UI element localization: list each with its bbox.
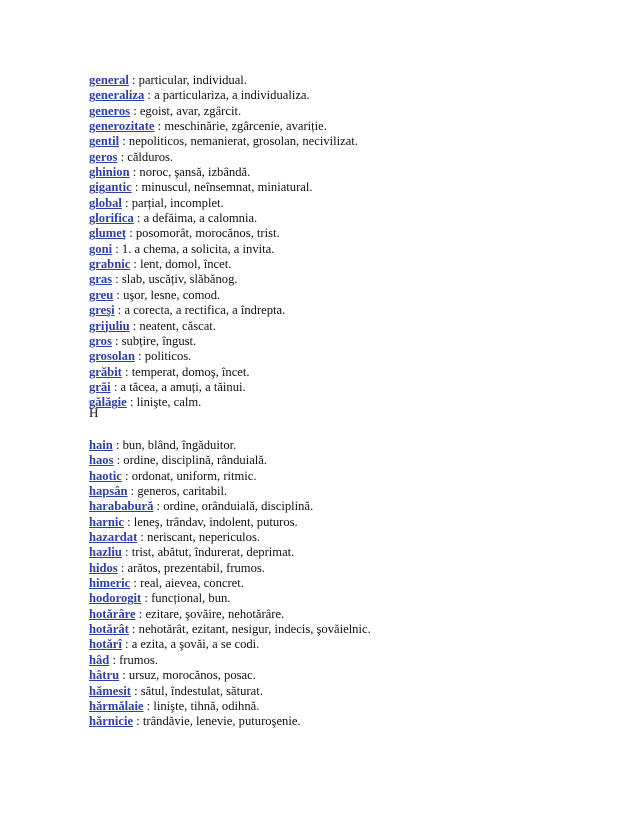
entry-separator: :: [137, 530, 148, 545]
dictionary-entry: [89, 653, 609, 668]
dictionary-entry: [89, 319, 609, 334]
dictionary-entry: [89, 242, 609, 257]
entry-separator: :: [111, 333, 122, 348]
entry-term-link[interactable]: generos: [89, 103, 131, 118]
entry-separator: :: [117, 149, 128, 164]
dictionary-entry: [89, 104, 609, 119]
entry-definition: posomorât, morocănos, trist.: [135, 226, 280, 241]
dictionary-entry: [89, 484, 609, 499]
entry-definition: parțial, incomplet.: [131, 195, 224, 210]
entry-term-link[interactable]: hărnicie: [89, 714, 134, 729]
entry-definition: călduros.: [127, 149, 174, 164]
entry-definition: a ezita, a şovăi, a se codi.: [131, 637, 260, 652]
entry-separator: :: [119, 134, 129, 149]
entry-definition: bun, blând, îngăduitor.: [122, 438, 237, 452]
entry-term-link[interactable]: generozitate: [89, 119, 155, 134]
entry-definition: lent, domol, încet.: [140, 257, 232, 272]
entry-term-link[interactable]: hazardat: [89, 530, 138, 545]
dictionary-entry: [89, 88, 609, 103]
entry-term-link[interactable]: hapsân: [89, 484, 128, 499]
entry-term-link[interactable]: hotărî: [89, 637, 122, 652]
entry-definition: ordonat, uniform, ritmic.: [131, 468, 257, 483]
section-h-entries: [89, 438, 609, 730]
dictionary-entry: [89, 196, 609, 211]
entry-separator: :: [121, 545, 132, 560]
entry-definition: temperat, domoş, încet.: [131, 364, 250, 379]
dictionary-entry: [89, 73, 609, 88]
entry-term-link[interactable]: glorifica: [89, 211, 134, 226]
entry-term-link[interactable]: grăbit: [89, 364, 122, 379]
entry-definition: funcțional, bun.: [151, 591, 231, 606]
entry-separator: :: [113, 287, 124, 302]
dictionary-entry: [89, 211, 609, 226]
entry-definition: leneş, trândav, indolent, puturos.: [133, 514, 298, 529]
entry-term-link[interactable]: global: [89, 195, 122, 210]
dictionary-entry: [89, 380, 609, 395]
entry-definition: nehotărât, ezitant, nesigur, indecis, şovăielnic.: [138, 622, 371, 637]
entry-separator: :: [117, 560, 128, 575]
entry-term-link[interactable]: hotărât: [89, 622, 129, 637]
entry-separator: :: [112, 272, 122, 287]
entry-separator: :: [121, 364, 132, 379]
entry-term-link[interactable]: gros: [89, 333, 112, 348]
entry-definition: particular, individual.: [138, 73, 247, 87]
dictionary-entry: [89, 272, 609, 287]
entry-term-link[interactable]: hâtru: [89, 668, 120, 683]
entry-separator: :: [154, 119, 165, 134]
dictionary-entry: [89, 438, 609, 453]
entry-term-link[interactable]: hodorogit: [89, 591, 142, 606]
entry-definition: 1. a chema, a solicita, a invita.: [121, 241, 275, 256]
entry-separator: :: [119, 668, 129, 683]
entry-definition: real, aievea, concret.: [140, 576, 244, 591]
entry-definition: nepoliticos, nemanierat, grosolan, necivilizat.: [128, 134, 358, 149]
entry-definition: ordine, disciplină, rânduială.: [123, 453, 268, 468]
dictionary-entry: [89, 365, 609, 380]
dictionary-entry: [89, 150, 609, 165]
entry-separator: :: [141, 591, 152, 606]
dictionary-entry: [89, 668, 609, 683]
entry-separator: :: [110, 379, 121, 394]
entry-definition: a corecta, a rectifica, a îndrepta.: [124, 303, 286, 318]
entry-separator: :: [129, 318, 140, 333]
entry-term-link[interactable]: gras: [89, 272, 113, 287]
entry-term-link[interactable]: greu: [89, 287, 114, 302]
dictionary-entry: [89, 714, 609, 729]
entry-term-link[interactable]: goni: [89, 241, 113, 256]
entry-separator: :: [112, 241, 122, 256]
entry-definition: linişte, calm.: [136, 395, 202, 410]
dictionary-entry: [89, 334, 609, 349]
entry-separator: :: [153, 499, 164, 514]
dictionary-entry: [89, 349, 609, 364]
entry-definition: trândăvie, lenevie, puturoşenie.: [142, 714, 301, 729]
dictionary-entry: [89, 395, 609, 410]
entry-definition: neriscant, nepericulos.: [147, 530, 261, 545]
entry-term-link[interactable]: greşi: [89, 303, 115, 318]
entry-term-link[interactable]: harnic: [89, 514, 124, 529]
entry-term-link[interactable]: generaliza: [89, 88, 145, 103]
entry-separator: :: [128, 622, 139, 637]
entry-definition: generos, caritabil.: [137, 484, 228, 499]
dictionary-entry: [89, 591, 609, 606]
entry-definition: frumos.: [119, 652, 158, 667]
section-letter-h: H: [89, 405, 99, 420]
entry-term-link[interactable]: grijuliu: [89, 318, 130, 333]
dictionary-entry: [89, 561, 609, 576]
dictionary-entry: [89, 699, 609, 714]
entry-definition: noroc, şansă, izbândă.: [139, 165, 251, 180]
entry-separator: :: [130, 103, 140, 118]
entry-definition: neatent, căscat.: [139, 318, 216, 333]
entry-separator: :: [109, 652, 120, 667]
entry-separator: :: [135, 606, 146, 621]
entry-term-link[interactable]: hidos: [89, 560, 118, 575]
entry-separator: :: [131, 180, 142, 195]
dictionary-entry: [89, 288, 609, 303]
entry-term-link[interactable]: hămesit: [89, 683, 131, 698]
dictionary-entry: [89, 499, 609, 514]
entry-separator: :: [113, 453, 124, 468]
entry-definition: ezitare, şovăire, nehotărâre.: [145, 606, 285, 621]
entry-term-link[interactable]: hain: [89, 438, 113, 452]
entry-term-link[interactable]: gentil: [89, 134, 120, 149]
entry-definition: meschinărie, zgârcenie, avariție.: [164, 119, 327, 134]
entry-term-link[interactable]: gigantic: [89, 180, 132, 195]
dictionary-entry: [89, 119, 609, 134]
dictionary-entry: [89, 622, 609, 637]
entry-definition: a tăcea, a amuți, a tăinui.: [120, 379, 246, 394]
entry-term-link[interactable]: ghinion: [89, 165, 130, 180]
entry-definition: a particulariza, a individualiza.: [154, 88, 310, 103]
entry-term-link[interactable]: himeric: [89, 576, 131, 591]
entry-definition: egoist, avar, zgârcit.: [139, 103, 242, 118]
entry-separator: :: [143, 698, 154, 713]
entry-separator: :: [112, 438, 123, 452]
dictionary-entry: [89, 165, 609, 180]
entry-definition: trist, abătut, îndurerat, deprimat.: [131, 545, 295, 560]
entry-separator: :: [126, 226, 136, 241]
entry-separator: :: [144, 88, 155, 103]
section-g-entries: [89, 73, 609, 411]
dictionary-entry: [89, 530, 609, 545]
entry-separator: :: [130, 683, 141, 698]
entry-term-link[interactable]: hâd: [89, 652, 110, 667]
entry-definition: sătul, îndestulat, săturat.: [140, 683, 263, 698]
dictionary-entry: [89, 576, 609, 591]
entry-definition: minuscul, neînsemnat, miniatural.: [141, 180, 313, 195]
entry-definition: uşor, lesne, comod.: [123, 287, 221, 302]
dictionary-entry: [89, 607, 609, 622]
entry-term-link[interactable]: general: [89, 73, 129, 87]
dictionary-entry: [89, 226, 609, 241]
dictionary-entry: [89, 637, 609, 652]
entry-term-link[interactable]: harababură: [89, 499, 154, 514]
dictionary-entry: [89, 545, 609, 560]
dictionary-entry: [89, 180, 609, 195]
entry-separator: :: [128, 73, 139, 87]
dictionary-entry: [89, 684, 609, 699]
entry-separator: :: [133, 714, 143, 729]
entry-definition: arătos, prezentabil, frumos.: [127, 560, 265, 575]
dictionary-entry: [89, 453, 609, 468]
entry-term-link[interactable]: haotic: [89, 468, 122, 483]
entry-separator: :: [121, 195, 132, 210]
entry-term-link[interactable]: grosolan: [89, 349, 135, 364]
entry-term-link[interactable]: grăi: [89, 379, 111, 394]
dictionary-entry: [89, 134, 609, 149]
entry-term-link[interactable]: geros: [89, 149, 118, 164]
entry-separator: :: [134, 349, 145, 364]
dictionary-entry: [89, 257, 609, 272]
entry-term-link[interactable]: hotărâre: [89, 606, 136, 621]
entry-definition: slab, uscățiv, slăbănog.: [121, 272, 238, 287]
entry-separator: :: [129, 165, 140, 180]
entry-term-link[interactable]: grabnic: [89, 257, 131, 272]
entry-separator: :: [130, 576, 141, 591]
entry-definition: politicos.: [144, 349, 192, 364]
entry-term-link[interactable]: haos: [89, 453, 114, 468]
entry-separator: :: [121, 468, 132, 483]
dictionary-entry: [89, 515, 609, 530]
entry-term-link[interactable]: glumeț: [89, 226, 127, 241]
entry-separator: :: [126, 395, 137, 410]
entry-separator: :: [133, 211, 144, 226]
entry-definition: ursuz, morocănos, posac.: [128, 668, 256, 683]
entry-definition: subțire, îngust.: [121, 333, 197, 348]
entry-separator: :: [114, 303, 125, 318]
dictionary-entry: [89, 303, 609, 318]
entry-separator: :: [127, 484, 138, 499]
entry-term-link[interactable]: gălăgie: [89, 395, 127, 410]
entry-separator: :: [130, 257, 141, 272]
entry-definition: a defăima, a calomnia.: [143, 211, 258, 226]
entry-definition: ordine, orânduială, disciplină.: [163, 499, 314, 514]
entry-separator: :: [121, 637, 132, 652]
entry-term-link[interactable]: hărmălaie: [89, 698, 144, 713]
entry-definition: linişte, tihnă, odihnă.: [153, 698, 260, 713]
entry-separator: :: [123, 514, 134, 529]
dictionary-entry: [89, 469, 609, 484]
entry-term-link[interactable]: hazliu: [89, 545, 122, 560]
